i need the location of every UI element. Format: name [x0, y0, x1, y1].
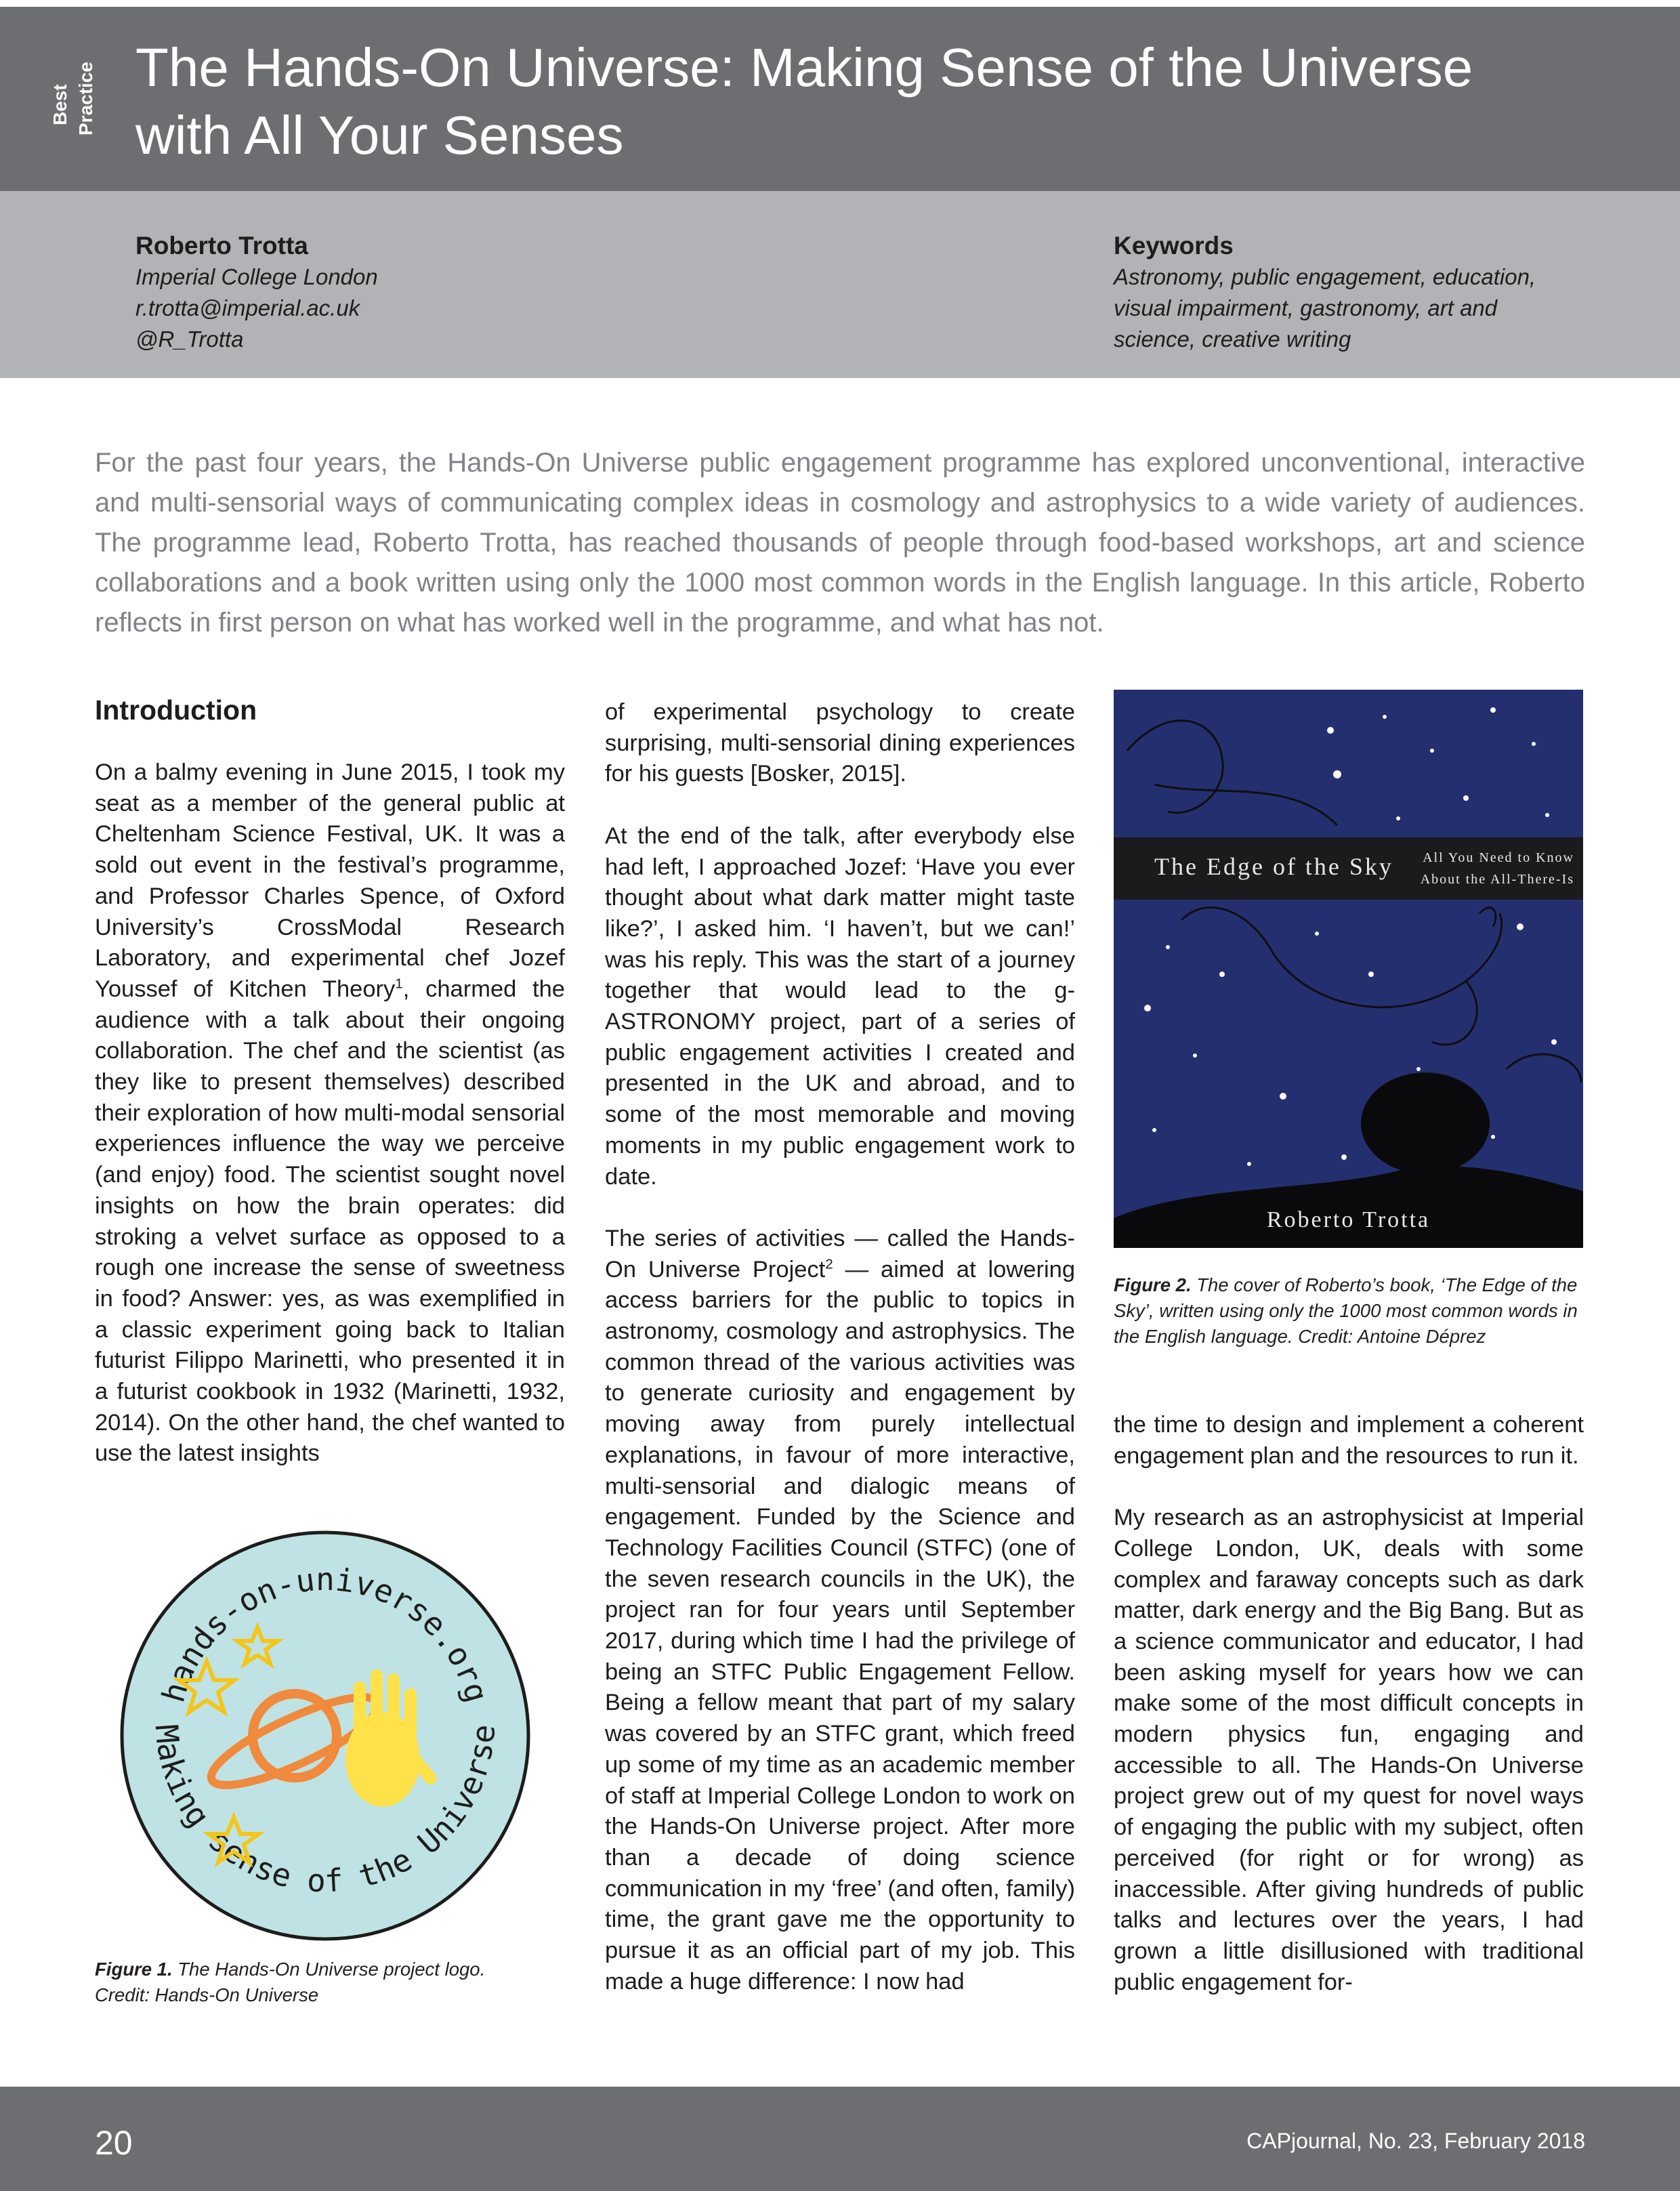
author-twitter[interactable]: @R_Trotta — [135, 327, 244, 352]
column-3 — [1114, 1410, 1584, 1998]
figure-2-caption — [1114, 1272, 1583, 1350]
figure-1-caption-text: The Hands-On Universe project logo. Credit: Hands-On Universe — [95, 1959, 486, 2005]
page-footer — [0, 2087, 1680, 2191]
keywords-line-1: Astronomy, public engagement, education, — [1114, 264, 1536, 289]
book-cover — [1114, 690, 1583, 1248]
author-affiliation: Imperial College London — [135, 264, 378, 289]
keywords-line-2: visual impairment, gastronomy, art and — [1114, 295, 1498, 320]
col1-p1-text-a: On a balmy evening in June 2015, I took my seat as a member of the general public at Cheltenham Science Festival, UK. It was a sold out event in the festival’s programme, and Professor Charles Spence, of Oxford University’s CrossModal Research Laboratory, and experimental chef Jozef Youssef of Kitchen Theory — [95, 759, 565, 1002]
hands-on-universe-logo — [115, 1526, 535, 1946]
book-subtitle-line-1: All You Need to Know — [1423, 850, 1574, 865]
column-1 — [95, 694, 565, 1469]
star-field — [1144, 707, 1557, 1166]
figure-1-label: Figure 1. — [95, 1959, 173, 1980]
author-block — [135, 230, 378, 355]
column-2 — [605, 697, 1075, 1998]
journal-reference: CAPjournal, No. 23, February 2018 — [1246, 2129, 1585, 2153]
footnote-ref-2[interactable]: 2 — [825, 1256, 833, 1272]
keywords-block — [1114, 230, 1536, 355]
book-author: Roberto Trotta — [1266, 1207, 1431, 1232]
section-heading-introduction: Introduction — [95, 694, 257, 726]
keywords-line-3: science, creative writing — [1114, 327, 1351, 352]
section-tag — [34, 47, 108, 135]
author-email[interactable]: r.trotta@imperial.ac.uk — [135, 295, 360, 320]
col2-paragraph-3 — [605, 1224, 1075, 1998]
abstract: For the past four years, the Hands-On Universe public engagement programme has explored unconventional, interactive and multi-sensorial ways of communicating complex ideas in cosmology and astrophysics to a wide variety of audiences. The programme lead, Roberto Trotta, has reached thousands of people through food-based workshops, art and science collaborations and a book written using only the 1000 most common words in the English language. In this article, Roberto reflects in first person on what has worked well in the programme, and what has not. — [95, 448, 1585, 638]
col2-p3-text-b: — aimed at lowering access barriers for the public to topics in astronomy, cosmology and astrophysics. The common thread of the various activities was to generate curiosity and engagement by moving away from purely intellectual explanations, in favour of more interactive, multi-sensorial and dialogic means of engagement. Funded by the Science and Technology Facilities Council (STFC) (one of the seven research councils in the UK), the project ran for four years until September 2017, during which time I had the privilege of being an STFC Public Engagement Fellow. Being a fellow meant that part of my salary was covered by an STFC grant, which freed up some of my time as an academic member of staff at Imperial College London to work on the Hands-On Universe project. After more than a decade of doing science communication in my ‘free’ (and often, family) time, the grant gave me the opportunity to pursue it as an official part of my job. This made a huge difference: I now had — [605, 1256, 1076, 1995]
logo-top-text: hands-on-universe.org — [154, 1561, 496, 1707]
footnote-ref-1[interactable]: 1 — [395, 976, 403, 992]
figure-1-caption — [95, 1957, 535, 2008]
col3-paragraph-1: the time to design and implement a coherent engagement plan and the resources to run it. — [1114, 1412, 1584, 1469]
book-subtitle — [1412, 847, 1574, 890]
col1-paragraph-1 — [95, 757, 565, 1469]
col3-paragraph-2: My research as an astrophysicist at Imperial College London, UK, deals with some complex and faraway concepts such as dark matter, dark energy and the Big Bang. But as a science communicator and educator, I had been asking myself for years how we can make some of the most difficult concepts in modern physics fun, engaging and accessible to all. The Hands-On Universe project grew out of my quest for novel ways of engaging the public with my subject, often perceived (for right or for wrong) as inaccessible. After giving hundreds of public talks and lectures over the years, I had grown a little disillusioned with traditional public engagement for- — [1114, 1505, 1584, 1995]
constellation-figures — [1127, 721, 1581, 1083]
keywords-heading: Keywords — [1114, 232, 1234, 259]
book-cover-art — [1114, 690, 1583, 1248]
page-number: 20 — [95, 2124, 133, 2162]
book-title: The Edge of the Sky — [1154, 853, 1393, 880]
col1-p1-text-b: , charmed the audience with a talk about their ongoing collaboration. The chef and the scientist (as they like to present themselves) described their exploration of how multi-modal sensorial experiences influence the way we perceive (and enjoy) food. The scientist sought novel insights on how the brain operates: did stroking a velvet surface as opposed to a rough one increase the sense of sweetness in food? Answer: yes, as was exemplified in a classic experiment going back to Italian futurist Filippo Marinetti, who presented it in a futurist cookbook in 1932 (Marinetti, 1932, 2014). On the other hand, the chef wanted to use the latest insights — [95, 976, 565, 1467]
figure-2-caption-text: The cover of Roberto’s book, ‘The Edge of the Sky’, written using only the 1000 most common words in the English language. Credit: Antoine Déprez — [1114, 1274, 1578, 1347]
figure-2-label: Figure 2. — [1114, 1274, 1192, 1295]
col2-paragraph-1: of experimental psychology to create surprising, multi-sensorial dining experiences for his guests [Bosker, 2015]. — [605, 699, 1075, 787]
col2-p3-text-a: The series of activities — called the Hands-On Universe Project — [605, 1225, 1075, 1282]
section-tag-line-1: Best — [49, 84, 70, 125]
title-line-2: with All Your Senses — [135, 105, 624, 165]
title-line-1: The Hands-On Universe: Making Sense of the Universe — [135, 37, 1473, 98]
section-tag-line-2: Practice — [75, 62, 96, 135]
col2-paragraph-2: At the end of the talk, after everybody else had left, I approached Jozef: ‘Have you ever thought about what dark matter might taste like?’, I asked him. ‘I haven’t, but we can!’ was his reply. This was the start of a journey together that would lead to the g-ASTRONOMY project, part of a series of public engagement activities I created and presented in the UK and abroad, and to some of the most memorable and moving moments in my public engagement work to date. — [605, 822, 1075, 1190]
author-name: Roberto Trotta — [135, 232, 308, 259]
article-title — [135, 34, 1626, 169]
book-subtitle-line-2: About the All-There-Is — [1420, 872, 1574, 887]
logo-bottom-text: Making sense of the Universe — [148, 1723, 503, 1900]
